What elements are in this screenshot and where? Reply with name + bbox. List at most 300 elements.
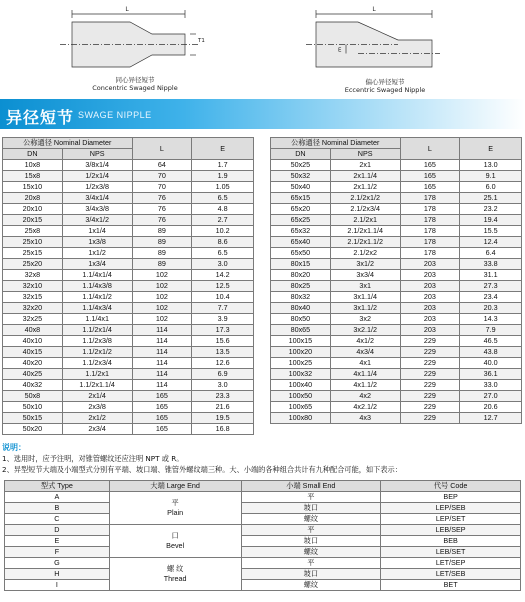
- e-cell: 3.0: [192, 259, 254, 270]
- table-row: [271, 325, 522, 336]
- e-cell: 15.5: [460, 226, 522, 237]
- nps-cell: 4x3/4: [330, 347, 400, 358]
- l-cell: 165: [400, 171, 460, 182]
- small-end-cell: 螺纹: [241, 580, 381, 591]
- dn-cell: 40x8: [3, 325, 63, 336]
- eccentric-caption-en: Eccentric Swaged Nipple: [344, 86, 426, 94]
- table-row: [3, 314, 254, 325]
- e-cell: 16.8: [192, 424, 254, 435]
- l-cell: 70: [132, 182, 192, 193]
- table-row: [271, 270, 522, 281]
- concentric-caption-en: Concentric Swaged Nipple: [92, 84, 178, 92]
- small-end-cell: 螺纹: [241, 547, 381, 558]
- code-cell: BEP: [381, 492, 521, 503]
- l-cell: 102: [132, 270, 192, 281]
- table-row: [5, 536, 521, 547]
- e-header: E: [460, 138, 522, 160]
- dn-cell: 100x50: [271, 391, 331, 402]
- code-cell: BEB: [381, 536, 521, 547]
- dn-cell: 65x50: [271, 248, 331, 259]
- table-row: [271, 369, 522, 380]
- table-row: [271, 391, 522, 402]
- e-cell: 46.5: [460, 336, 522, 347]
- large-end-en: Bevel: [166, 541, 185, 550]
- large-end-en: Plain: [167, 508, 184, 517]
- l-cell: 76: [132, 193, 192, 204]
- dn-cell: 25x15: [3, 248, 63, 259]
- nps-cell: 3x1: [330, 281, 400, 292]
- e-cell: 23.4: [460, 292, 522, 303]
- dn-cell: 25x20: [3, 259, 63, 270]
- e-cell: 1.7: [192, 160, 254, 171]
- table-row: [3, 204, 254, 215]
- nps-cell: 1x1/4: [62, 226, 132, 237]
- e-cell: 12.4: [460, 237, 522, 248]
- l-cell: 89: [132, 248, 192, 259]
- dn-cell: 40x25: [3, 369, 63, 380]
- dn-header: DN: [271, 149, 331, 160]
- l-cell: 102: [132, 292, 192, 303]
- section-banner: [0, 99, 525, 129]
- e-cell: 2.7: [192, 215, 254, 226]
- large-end-cn: 平: [171, 498, 179, 507]
- nps-cell: 2x1.1/4: [330, 171, 400, 182]
- l-cell: 114: [132, 325, 192, 336]
- l-cell: 102: [132, 281, 192, 292]
- dn-cell: 65x20: [271, 204, 331, 215]
- l-cell: 102: [132, 314, 192, 325]
- nps-cell: 3/4x3/8: [62, 204, 132, 215]
- nps-cell: 1.1/2x1/4: [62, 325, 132, 336]
- dn-cell: 50x10: [3, 402, 63, 413]
- table-row: [271, 347, 522, 358]
- table-row: [5, 514, 521, 525]
- table-row: [5, 503, 521, 514]
- table-row: [271, 193, 522, 204]
- l-cell: 203: [400, 292, 460, 303]
- table-row: [271, 160, 522, 171]
- e-cell: 4.8: [192, 204, 254, 215]
- table-row: [3, 215, 254, 226]
- concentric-l-label: L: [125, 6, 129, 13]
- nps-cell: 2.1/2x1.1/4: [330, 226, 400, 237]
- l-cell: 165: [132, 413, 192, 424]
- dn-cell: 50x25: [271, 160, 331, 171]
- size-table-right-body: [271, 160, 522, 424]
- nps-cell: 3x1.1/2: [330, 303, 400, 314]
- l-cell: 203: [400, 281, 460, 292]
- code-cell: LEB/SET: [381, 547, 521, 558]
- e-cell: 23.2: [460, 204, 522, 215]
- small-end-cell: 坡口: [241, 569, 381, 580]
- table-row: [3, 171, 254, 182]
- e-cell: 23.3: [192, 391, 254, 402]
- nps-cell: 1.1/4x1/4: [62, 270, 132, 281]
- size-table-left: [2, 137, 254, 435]
- l-cell: 114: [132, 380, 192, 391]
- type-cell: F: [5, 547, 110, 558]
- nps-cell: 3x2: [330, 314, 400, 325]
- dn-cell: 25x8: [3, 226, 63, 237]
- table-row: [3, 182, 254, 193]
- concentric-caption-cn: 同心异径短节: [115, 76, 155, 84]
- type-cell: C: [5, 514, 110, 525]
- dn-cell: 80x15: [271, 259, 331, 270]
- dn-cell: 65x25: [271, 215, 331, 226]
- type-header: 型式 Type: [5, 481, 110, 492]
- nps-cell: 4x1.1/4: [330, 369, 400, 380]
- note-line-1: 1、选用时，应予注明，对锥管螺纹还应注明 NPT 或 R。: [2, 454, 184, 463]
- l-cell: 102: [132, 303, 192, 314]
- table-row: [271, 248, 522, 259]
- concentric-nipple-drawing: [60, 10, 200, 67]
- e-cell: 8.6: [192, 237, 254, 248]
- nps-cell: 2x1.1/2: [330, 182, 400, 193]
- large-end-en: Thread: [163, 574, 187, 583]
- code-cell: LEB/SEP: [381, 525, 521, 536]
- e-cell: 12.5: [192, 281, 254, 292]
- nps-cell: 4x3: [330, 413, 400, 424]
- e-cell: 21.6: [192, 402, 254, 413]
- e-cell: 1.05: [192, 182, 254, 193]
- e-cell: 27.0: [460, 391, 522, 402]
- table-row: [3, 358, 254, 369]
- l-cell: 229: [400, 380, 460, 391]
- e-cell: 19.5: [192, 413, 254, 424]
- dn-cell: 40x10: [3, 336, 63, 347]
- table-row: [271, 402, 522, 413]
- eccentric-l-label: L: [372, 6, 376, 13]
- e-cell: 19.4: [460, 215, 522, 226]
- dn-cell: 15x8: [3, 171, 63, 182]
- table-row: [271, 336, 522, 347]
- large-end-cell: [109, 492, 241, 525]
- dn-cell: 32x10: [3, 281, 63, 292]
- diagram-area: [0, 0, 525, 98]
- e-cell: 10.2: [192, 226, 254, 237]
- nps-cell: 2x3/4: [62, 424, 132, 435]
- dn-cell: 25x10: [3, 237, 63, 248]
- dn-cell: 65x32: [271, 226, 331, 237]
- e-cell: 17.3: [192, 325, 254, 336]
- l-cell: 229: [400, 347, 460, 358]
- table-row: [3, 259, 254, 270]
- swage-nipple-diagrams: [0, 0, 525, 98]
- nps-cell: 3x3/4: [330, 270, 400, 281]
- dn-cell: 100x20: [271, 347, 331, 358]
- dn-cell: 50x20: [3, 424, 63, 435]
- large-end-cell: [109, 525, 241, 558]
- table-row: [3, 380, 254, 391]
- table-row: [5, 547, 521, 558]
- l-header: L: [132, 138, 192, 160]
- l-cell: 114: [132, 369, 192, 380]
- l-cell: 229: [400, 413, 460, 424]
- nps-cell: 1/2x1/4: [62, 171, 132, 182]
- type-cell: E: [5, 536, 110, 547]
- table-row: [271, 182, 522, 193]
- dn-cell: 100x25: [271, 358, 331, 369]
- concentric-caption: [80, 76, 190, 92]
- l-cell: 229: [400, 402, 460, 413]
- l-cell: 178: [400, 237, 460, 248]
- dn-cell: 32x20: [3, 303, 63, 314]
- type-cell: G: [5, 558, 110, 569]
- e-cell: 6.0: [460, 182, 522, 193]
- nps-cell: 2.1/2x1.1/2: [330, 237, 400, 248]
- e-cell: 12.6: [192, 358, 254, 369]
- dn-cell: 80x32: [271, 292, 331, 303]
- l-cell: 203: [400, 270, 460, 281]
- small-end-cell: 平: [241, 558, 381, 569]
- dn-cell: 80x40: [271, 303, 331, 314]
- large-end-cell: [109, 558, 241, 591]
- dn-cell: 100x32: [271, 369, 331, 380]
- eccentric-caption-cn: 偏心异径短节: [365, 78, 405, 86]
- code-cell: LEP/SET: [381, 514, 521, 525]
- e-cell: 6.9: [192, 369, 254, 380]
- dn-header: DN: [3, 149, 63, 160]
- l-cell: 203: [400, 325, 460, 336]
- nps-header: NPS: [62, 149, 132, 160]
- nps-cell: 2x1: [330, 160, 400, 171]
- e-cell: 33.8: [460, 259, 522, 270]
- table-row: [3, 413, 254, 424]
- banner-title-en: SWAGE NIPPLE: [78, 110, 152, 120]
- dn-cell: 100x40: [271, 380, 331, 391]
- nps-cell: 3/4x1/2: [62, 215, 132, 226]
- l-cell: 76: [132, 204, 192, 215]
- dn-cell: 40x32: [3, 380, 63, 391]
- e-cell: 15.6: [192, 336, 254, 347]
- dn-cell: 50x40: [271, 182, 331, 193]
- e-cell: 43.8: [460, 347, 522, 358]
- l-cell: 178: [400, 193, 460, 204]
- dn-cell: 10x8: [3, 160, 63, 171]
- dn-cell: 20x15: [3, 215, 63, 226]
- nps-cell: 3x2.1/2: [330, 325, 400, 336]
- table-row: [271, 226, 522, 237]
- table-row: [3, 303, 254, 314]
- nps-cell: 1.1/2x1: [62, 369, 132, 380]
- table-row: [3, 369, 254, 380]
- nps-cell: 1.1/4x1: [62, 314, 132, 325]
- l-cell: 229: [400, 336, 460, 347]
- small-end-header: 小端 Small End: [241, 481, 381, 492]
- l-cell: 178: [400, 248, 460, 259]
- code-cell: LET/SEB: [381, 569, 521, 580]
- dn-cell: 80x20: [271, 270, 331, 281]
- dn-cell: 32x15: [3, 292, 63, 303]
- l-cell: 178: [400, 226, 460, 237]
- small-end-cell: 平: [241, 525, 381, 536]
- e-cell: 27.3: [460, 281, 522, 292]
- e-cell: 36.1: [460, 369, 522, 380]
- table-row: [271, 292, 522, 303]
- table-row: [271, 358, 522, 369]
- l-cell: 114: [132, 347, 192, 358]
- table-row: [271, 413, 522, 424]
- nps-cell: 4x1.1/2: [330, 380, 400, 391]
- size-table-left-body: [3, 160, 254, 435]
- table-row: [5, 492, 521, 503]
- nps-cell: 1.1/2x1/2: [62, 347, 132, 358]
- eccentric-nipple-drawing: [306, 10, 440, 67]
- e-cell: 9.1: [460, 171, 522, 182]
- nominal-diameter-header: 公称通径 Nominal Diameter: [3, 138, 133, 149]
- dn-cell: 50x32: [271, 171, 331, 182]
- nps-cell: 2.1/2x1: [330, 215, 400, 226]
- nps-cell: 3x1/2: [330, 259, 400, 270]
- table-row: [5, 580, 521, 591]
- nps-cell: 4x1/2: [330, 336, 400, 347]
- l-cell: 178: [400, 204, 460, 215]
- l-cell: 64: [132, 160, 192, 171]
- l-cell: 229: [400, 391, 460, 402]
- l-cell: 89: [132, 259, 192, 270]
- l-cell: 114: [132, 336, 192, 347]
- end-type-code-table: [4, 480, 521, 591]
- table-row: [3, 391, 254, 402]
- l-cell: 203: [400, 303, 460, 314]
- nps-cell: 2.1/2x1/2: [330, 193, 400, 204]
- dn-cell: 100x65: [271, 402, 331, 413]
- e-cell: 13.5: [192, 347, 254, 358]
- l-cell: 229: [400, 358, 460, 369]
- nps-cell: 1x3/4: [62, 259, 132, 270]
- dn-cell: 20x8: [3, 193, 63, 204]
- l-cell: 114: [132, 358, 192, 369]
- banner-title-cn: 异径短节: [6, 108, 75, 127]
- nps-cell: 1.1/2x3/4: [62, 358, 132, 369]
- e-cell: 3.0: [192, 380, 254, 391]
- e-cell: 7.9: [460, 325, 522, 336]
- dn-cell: 80x65: [271, 325, 331, 336]
- nps-cell: 1.1/2x3/8: [62, 336, 132, 347]
- e-cell: 25.1: [460, 193, 522, 204]
- l-cell: 165: [132, 424, 192, 435]
- code-table-body: [5, 492, 521, 591]
- e-cell: 3.9: [192, 314, 254, 325]
- code-header: 代号 Code: [381, 481, 521, 492]
- e-cell: 6.5: [192, 248, 254, 259]
- e-header: E: [192, 138, 254, 160]
- table-row: [3, 193, 254, 204]
- dn-cell: 100x15: [271, 336, 331, 347]
- nps-header: NPS: [330, 149, 400, 160]
- table-row: [3, 402, 254, 413]
- e-cell: 1.9: [192, 171, 254, 182]
- code-cell: LEP/SEB: [381, 503, 521, 514]
- code-cell: LET/SEP: [381, 558, 521, 569]
- dn-cell: 50x8: [3, 391, 63, 402]
- table-row: [3, 347, 254, 358]
- e-cell: 14.3: [460, 314, 522, 325]
- eccentric-e-label: E: [338, 47, 342, 54]
- large-end-header: 大端 Large End: [109, 481, 241, 492]
- note-line-2: 2、异型短节大端及小端型式分别有平端、坡口端、锥管外螺纹端三种。大、小端的各种组合共计有九种配合可能，如下表示：: [2, 465, 402, 474]
- l-cell: 203: [400, 314, 460, 325]
- dn-cell: 65x15: [271, 193, 331, 204]
- nps-cell: 2x3/8: [62, 402, 132, 413]
- e-cell: 7.7: [192, 303, 254, 314]
- table-row: [5, 525, 521, 536]
- l-header: L: [400, 138, 460, 160]
- nps-cell: 2x1/2: [62, 413, 132, 424]
- dn-cell: 32x8: [3, 270, 63, 281]
- table-row: [3, 325, 254, 336]
- l-cell: 89: [132, 237, 192, 248]
- table-row: [3, 226, 254, 237]
- size-table-right: [270, 137, 522, 424]
- e-cell: 13.0: [460, 160, 522, 171]
- notes-section: [2, 442, 523, 475]
- nps-cell: 2.1/2x3/4: [330, 204, 400, 215]
- large-end-cn: 螺 纹: [166, 564, 184, 573]
- dn-cell: 40x15: [3, 347, 63, 358]
- nps-cell: 2.1/2x2: [330, 248, 400, 259]
- type-cell: A: [5, 492, 110, 503]
- l-cell: 229: [400, 369, 460, 380]
- e-cell: 10.4: [192, 292, 254, 303]
- table-row: [3, 281, 254, 292]
- nps-cell: 1.1/4x3/8: [62, 281, 132, 292]
- table-row: [271, 237, 522, 248]
- type-cell: I: [5, 580, 110, 591]
- nps-cell: 2x1/4: [62, 391, 132, 402]
- e-cell: 6.5: [192, 193, 254, 204]
- small-end-cell: 平: [241, 492, 381, 503]
- nps-cell: 1x3/8: [62, 237, 132, 248]
- large-end-cn: 口: [171, 531, 179, 540]
- dn-cell: 32x25: [3, 314, 63, 325]
- notes-title: 说明：: [2, 443, 26, 452]
- table-row: [271, 259, 522, 270]
- nps-cell: 1.1/4x3/4: [62, 303, 132, 314]
- l-cell: 165: [132, 391, 192, 402]
- e-cell: 40.0: [460, 358, 522, 369]
- table-row: [5, 558, 521, 569]
- table-row: [3, 292, 254, 303]
- table-row: [3, 160, 254, 171]
- table-row: [271, 303, 522, 314]
- dn-cell: 50x15: [3, 413, 63, 424]
- l-cell: 178: [400, 215, 460, 226]
- table-row: [271, 171, 522, 182]
- table-row: [271, 204, 522, 215]
- nps-cell: 1.1/4x1/2: [62, 292, 132, 303]
- nps-cell: 3/4x1/4: [62, 193, 132, 204]
- small-end-cell: 坡口: [241, 536, 381, 547]
- nps-cell: 1x1/2: [62, 248, 132, 259]
- table-row: [271, 314, 522, 325]
- table-row: [3, 237, 254, 248]
- nominal-diameter-header: 公称通径 Nominal Diameter: [271, 138, 401, 149]
- l-cell: 165: [400, 182, 460, 193]
- dn-cell: 80x50: [271, 314, 331, 325]
- nps-cell: 1.1/2x1.1/4: [62, 380, 132, 391]
- l-cell: 70: [132, 171, 192, 182]
- table-row: [3, 270, 254, 281]
- e-cell: 31.1: [460, 270, 522, 281]
- e-cell: 12.7: [460, 413, 522, 424]
- table-row: [3, 248, 254, 259]
- l-cell: 76: [132, 215, 192, 226]
- e-cell: 20.6: [460, 402, 522, 413]
- concentric-t1-label: T1: [198, 38, 205, 44]
- e-cell: 6.4: [460, 248, 522, 259]
- nps-cell: 4x2: [330, 391, 400, 402]
